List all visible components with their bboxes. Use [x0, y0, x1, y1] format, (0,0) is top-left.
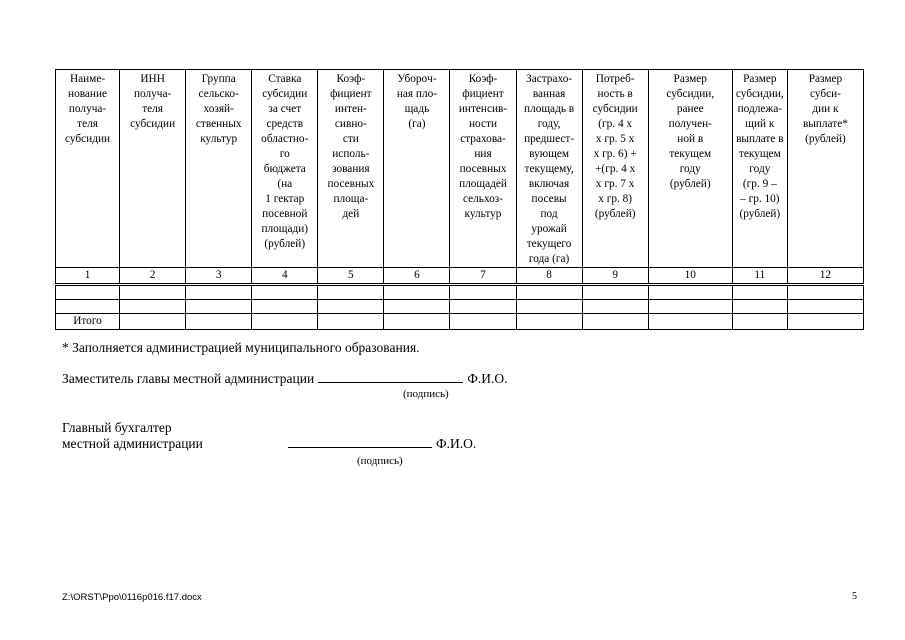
header-text: Группа сельско- хозяй- ственных культур: [195, 73, 242, 145]
table-cell: [516, 285, 582, 300]
total-label: Итого: [56, 314, 120, 330]
column-number: 6: [384, 268, 450, 285]
header-text: Наиме- нование получа- теля субсидии: [65, 73, 111, 145]
table-cell: [384, 285, 450, 300]
table-cell: [252, 300, 318, 314]
column-number: 2: [120, 268, 186, 285]
header-cell: [252, 70, 318, 268]
table-cell: [732, 285, 787, 300]
table-cell: [582, 285, 648, 300]
column-number: 12: [787, 268, 863, 285]
table-cell: [582, 300, 648, 314]
header-cell: [732, 70, 787, 268]
accountant-signature-line: [288, 436, 476, 452]
table-cell: [252, 314, 318, 330]
column-number: 7: [450, 268, 516, 285]
table-cell: [318, 314, 384, 330]
footnote: * Заполняется администрацией муниципального образования.: [62, 340, 420, 355]
header-cell: [450, 70, 516, 268]
table-cell: [56, 285, 120, 300]
column-number: 11: [732, 268, 787, 285]
column-number: 3: [186, 268, 252, 285]
header-cell: [787, 70, 863, 268]
header-cell: [582, 70, 648, 268]
table-cell: [450, 300, 516, 314]
table-cell: [186, 300, 252, 314]
header-text: Коэф- фициент интен- сивно- сти исполь- зования посевных площа- дей: [327, 73, 375, 220]
signature-underline: [318, 371, 463, 383]
table-cell: [56, 300, 120, 314]
table-row: [56, 300, 864, 314]
table-cell: [186, 285, 252, 300]
header-cell: [186, 70, 252, 268]
table-cell: [318, 300, 384, 314]
accountant-title-line2: местной администрации: [62, 436, 203, 451]
table-cell: [450, 285, 516, 300]
header-text: Размер субси- дии к выплате* (рублей): [802, 73, 848, 145]
column-number-row: [56, 268, 864, 285]
table-cell: [186, 314, 252, 330]
header-text: Размер субсидии, подлежа- щий к выплате в текущем году (гр. 9 – – гр. 10) (рублей): [735, 73, 784, 220]
column-number: 8: [516, 268, 582, 285]
accountant-name-placeholder: Ф.И.О.: [436, 436, 477, 451]
deputy-name-placeholder: Ф.И.О.: [467, 371, 508, 386]
table-row: [56, 285, 864, 300]
header-cell: [384, 70, 450, 268]
deputy-title: Заместитель главы местной администрации: [62, 371, 315, 386]
accountant-title: [62, 420, 203, 452]
signature-caption: (подпись): [403, 388, 449, 400]
table-cell: [384, 300, 450, 314]
header-text: Уборoч- ная пло- щадь (га): [396, 73, 438, 130]
table-cell: [732, 314, 787, 330]
table-cell: [384, 314, 450, 330]
header-text: ИНН получа- теля субсидии: [130, 73, 176, 130]
header-text: Коэф- фициент интенсив- ности страхова- ния посевных площадей сельхоз- культур: [458, 73, 508, 220]
header-cell: [318, 70, 384, 268]
table-cell: [648, 300, 732, 314]
table-cell: [787, 300, 863, 314]
table-cell: [582, 314, 648, 330]
total-row: [56, 314, 864, 330]
column-number: 5: [318, 268, 384, 285]
signature-caption: (подпись): [357, 455, 403, 467]
header-cell: [56, 70, 120, 268]
table-cell: [787, 285, 863, 300]
table-cell: [648, 314, 732, 330]
table-cell: [516, 314, 582, 330]
table-cell: [516, 300, 582, 314]
column-number: 1: [56, 268, 120, 285]
table-cell: [648, 285, 732, 300]
header-cell: [516, 70, 582, 268]
table-cell: [252, 285, 318, 300]
page-number: 5: [852, 591, 857, 602]
subsidy-table: [55, 69, 864, 330]
table-cell: [120, 314, 186, 330]
table-cell: [120, 285, 186, 300]
table-cell: [732, 300, 787, 314]
signature-underline: [288, 436, 432, 448]
header-cell: [120, 70, 186, 268]
table-cell: [450, 314, 516, 330]
table-cell: [120, 300, 186, 314]
deputy-signature-line: [62, 371, 508, 387]
header-text: Ставка субсидии за счет средств областно- го бюджета (на 1 гектар посевной площади) (рублей): [261, 73, 309, 250]
file-path: Z:\ORST\Ppo\0116p016.f17.docx: [62, 592, 202, 603]
accountant-title-line1: Главный бухгалтер: [62, 420, 172, 435]
column-number: 9: [582, 268, 648, 285]
table-cell: [787, 314, 863, 330]
header-text: Потреб- ность в субсидии (гр. 4 х х гр. 5 х х гр. 6) + +(гр. 4 х х гр. 7 х х гр. 8) (рублей): [592, 73, 638, 220]
header-text: Размер субсидии, ранее получен- ной в текущем году (рублей): [666, 73, 715, 190]
header-text: Застрахо- ванная площадь в году, предшест- вующем текущему, включая посевы под урожай текущего года (га): [524, 73, 575, 265]
table-cell: [318, 285, 384, 300]
column-number: 10: [648, 268, 732, 285]
column-number: 4: [252, 268, 318, 285]
header-row: [56, 70, 864, 268]
header-cell: [648, 70, 732, 268]
